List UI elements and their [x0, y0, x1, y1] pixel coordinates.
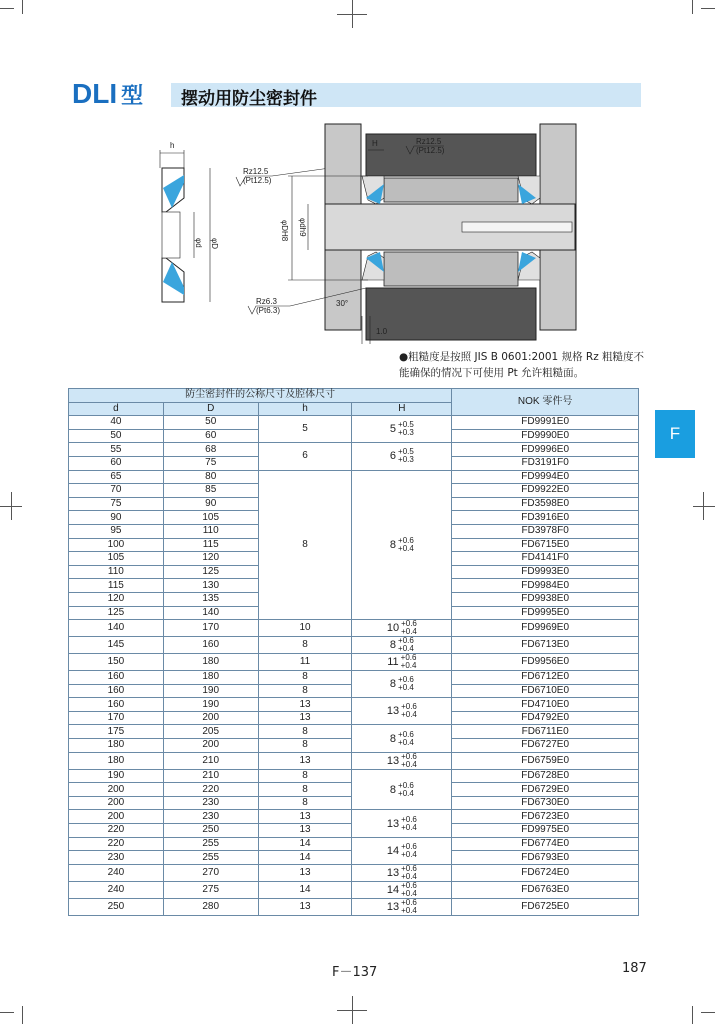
cell-H	[352, 443, 452, 470]
cell-d: 115	[69, 579, 164, 593]
dimension-table	[68, 388, 639, 916]
cell-D: 230	[163, 796, 258, 810]
lower-tolerance: +0.3	[398, 455, 414, 465]
cell-part-number: FD6729E0	[452, 783, 639, 797]
model-code: DLI	[72, 78, 118, 109]
cell-part-number: FD9990E0	[452, 429, 639, 443]
nominal-H: 6	[389, 450, 397, 463]
upper-tolerance: +0.5	[398, 447, 414, 457]
cell-part-number: FD3978F0	[452, 524, 639, 538]
col-header-D: D	[163, 402, 258, 416]
tolerance-value	[387, 843, 417, 859]
cell-D: 210	[163, 752, 258, 769]
cell-d: 120	[69, 592, 164, 606]
nominal-H: 8	[389, 538, 397, 551]
cell-part-number: FD4792E0	[452, 711, 639, 725]
lower-tolerance: +0.4	[401, 849, 417, 859]
table-row	[69, 698, 639, 712]
cell-h: 13	[258, 824, 352, 838]
table-row	[69, 810, 639, 824]
cell-D: 60	[163, 429, 258, 443]
cell-part-number: FD6713E0	[452, 637, 639, 654]
tolerance-value	[387, 753, 417, 769]
cell-d: 70	[69, 484, 164, 498]
cell-part-number: FD6712E0	[452, 671, 639, 685]
cell-D: 75	[163, 456, 258, 470]
upper-tolerance: +0.6	[401, 702, 417, 712]
cell-h: 5	[258, 416, 352, 443]
label-h: h	[170, 141, 175, 150]
nominal-H: 13	[386, 900, 400, 913]
cell-D: 130	[163, 579, 258, 593]
tolerance-value	[390, 782, 414, 798]
cell-D: 270	[163, 864, 258, 881]
cell-D: 275	[163, 881, 258, 898]
upper-tolerance: +0.6	[401, 619, 417, 629]
cell-H	[352, 810, 452, 837]
cell-D: 110	[163, 524, 258, 538]
cell-h: 8	[258, 684, 352, 698]
nominal-H: 14	[386, 883, 400, 896]
cell-part-number: FD6711E0	[452, 725, 639, 739]
cell-d: 180	[69, 739, 164, 753]
cell-d: 160	[69, 684, 164, 698]
cell-D: 230	[163, 810, 258, 824]
cell-d: 180	[69, 752, 164, 769]
note-bullet: ●	[399, 351, 409, 363]
lower-tolerance: +0.4	[401, 888, 417, 898]
cell-d: 50	[69, 429, 164, 443]
model-suffix: 型	[121, 83, 144, 108]
cell-H	[352, 470, 452, 620]
cell-d: 55	[69, 443, 164, 457]
page-number: 187	[622, 961, 647, 976]
cell-d: 220	[69, 837, 164, 851]
tolerance-stack	[401, 816, 417, 832]
cell-d: 100	[69, 538, 164, 552]
cell-part-number: FD9956E0	[452, 654, 639, 671]
table-row	[69, 637, 639, 654]
cell-D: 50	[163, 416, 258, 430]
svg-text:(Pt6.3): (Pt6.3)	[256, 306, 281, 315]
cell-part-number: FD3191F0	[452, 456, 639, 470]
cell-d: 240	[69, 881, 164, 898]
svg-text:Rz12.5: Rz12.5	[416, 137, 442, 146]
svg-text:(Pt12.5): (Pt12.5)	[416, 146, 445, 155]
tolerance-value	[387, 620, 417, 636]
label-DH8: φDH8	[280, 220, 289, 242]
tolerance-stack	[401, 882, 417, 898]
tolerance-value	[390, 637, 414, 653]
upper-tolerance: +0.6	[398, 675, 414, 685]
cell-d: 75	[69, 497, 164, 511]
table-row	[69, 725, 639, 739]
cell-part-number: FD6724E0	[452, 864, 639, 881]
tolerance-value	[390, 448, 414, 464]
cell-part-number: FD9995E0	[452, 606, 639, 620]
cell-H	[352, 881, 452, 898]
nominal-H: 14	[386, 844, 400, 857]
cell-h: 13	[258, 898, 352, 915]
lower-tolerance: +0.4	[398, 543, 414, 553]
cell-d: 65	[69, 470, 164, 484]
nominal-H: 11	[387, 656, 399, 669]
tolerance-value	[387, 654, 416, 670]
lower-tolerance: +0.4	[401, 627, 417, 637]
tolerance-stack	[401, 703, 417, 719]
table-row	[69, 671, 639, 685]
tolerance-value	[387, 816, 417, 832]
crop-mark	[693, 506, 715, 507]
label-d: φd	[194, 238, 203, 248]
cell-part-number: FD9996E0	[452, 443, 639, 457]
roughness-callout-left	[236, 167, 330, 186]
cell-part-number: FD9984E0	[452, 579, 639, 593]
cell-H	[352, 752, 452, 769]
tolerance-stack	[398, 676, 414, 692]
section-page-number: F－137	[332, 965, 378, 980]
cell-D: 250	[163, 824, 258, 838]
tolerance-stack	[398, 731, 414, 747]
cell-part-number: FD9994E0	[452, 470, 639, 484]
nominal-H: 8	[389, 732, 397, 745]
upper-tolerance: +0.6	[398, 636, 414, 646]
cell-D: 180	[163, 671, 258, 685]
crop-mark	[0, 8, 14, 9]
tolerance-stack	[401, 620, 417, 636]
cell-part-number: FD6728E0	[452, 769, 639, 783]
table-row	[69, 898, 639, 915]
table-row	[69, 881, 639, 898]
cell-H	[352, 654, 452, 671]
tolerance-value	[387, 882, 417, 898]
upper-tolerance: +0.6	[401, 814, 417, 824]
cell-part-number: FD4710E0	[452, 698, 639, 712]
tolerance-stack	[401, 753, 417, 769]
crop-mark	[692, 1006, 693, 1024]
cell-D: 85	[163, 484, 258, 498]
cell-d: 60	[69, 456, 164, 470]
col-header-H: H	[352, 402, 452, 416]
lower-tolerance: +0.4	[401, 905, 417, 915]
cell-H	[352, 637, 452, 654]
nominal-H: 13	[386, 817, 400, 830]
cell-part-number: FD6725E0	[452, 898, 639, 915]
label-clearance: 1.0	[376, 327, 388, 336]
cell-H	[352, 837, 452, 864]
col-header-h: h	[258, 402, 352, 416]
upper-tolerance: +0.5	[398, 420, 414, 430]
cell-d: 140	[69, 620, 164, 637]
cell-H	[352, 769, 452, 810]
cell-d: 125	[69, 606, 164, 620]
cell-part-number: FD6759E0	[452, 752, 639, 769]
svg-text:Rz12.5: Rz12.5	[243, 167, 269, 176]
cell-H	[352, 698, 452, 725]
crop-mark	[703, 492, 704, 520]
cell-part-number: FD6774E0	[452, 837, 639, 851]
cell-D: 205	[163, 725, 258, 739]
cell-h: 13	[258, 698, 352, 712]
cell-part-number: FD9993E0	[452, 565, 639, 579]
upper-tolerance: +0.6	[401, 897, 417, 907]
tolerance-stack	[401, 899, 417, 915]
cell-H	[352, 671, 452, 698]
cell-D: 180	[163, 654, 258, 671]
cell-h: 6	[258, 443, 352, 470]
table-row	[69, 752, 639, 769]
cell-h: 13	[258, 810, 352, 824]
cell-h: 8	[258, 637, 352, 654]
col-header-d: d	[69, 402, 164, 416]
table-row	[69, 416, 639, 430]
cell-D: 160	[163, 637, 258, 654]
cell-part-number: FD6730E0	[452, 796, 639, 810]
cell-H	[352, 725, 452, 752]
crop-mark	[352, 996, 353, 1024]
cell-D: 255	[163, 851, 258, 865]
tolerance-stack	[398, 421, 414, 437]
cell-h: 8	[258, 796, 352, 810]
upper-tolerance: +0.6	[398, 535, 414, 545]
cell-part-number: FD6763E0	[452, 881, 639, 898]
crop-mark	[701, 8, 715, 9]
nominal-H: 13	[386, 866, 400, 879]
nominal-H: 8	[389, 783, 397, 796]
nominal-H: 10	[386, 622, 400, 635]
table-row	[69, 769, 639, 783]
tolerance-value	[390, 537, 414, 553]
cell-D: 200	[163, 711, 258, 725]
cell-h: 8	[258, 769, 352, 783]
cell-d: 170	[69, 711, 164, 725]
lower-tolerance: +0.4	[398, 644, 414, 654]
lower-tolerance: +0.4	[401, 871, 417, 881]
nominal-H: 8	[389, 639, 397, 652]
lower-tolerance: +0.4	[401, 710, 417, 720]
cell-H	[352, 416, 452, 443]
cell-part-number: FD6715E0	[452, 538, 639, 552]
cell-d: 145	[69, 637, 164, 654]
lower-tolerance: +0.4	[398, 683, 414, 693]
cell-h: 10	[258, 620, 352, 637]
cell-h: 14	[258, 881, 352, 898]
lower-tolerance: +0.4	[400, 661, 417, 671]
cell-d: 190	[69, 769, 164, 783]
cell-d: 200	[69, 783, 164, 797]
crop-mark	[352, 0, 353, 28]
cell-part-number: FD6727E0	[452, 739, 639, 753]
lower-tolerance: +0.4	[401, 822, 417, 832]
table-row	[69, 443, 639, 457]
cell-D: 115	[163, 538, 258, 552]
cell-D: 125	[163, 565, 258, 579]
cell-D: 280	[163, 898, 258, 915]
table-row	[69, 620, 639, 637]
cell-H	[352, 864, 452, 881]
cell-part-number: FD6710E0	[452, 684, 639, 698]
cell-d: 200	[69, 796, 164, 810]
cell-d: 240	[69, 864, 164, 881]
cell-d: 220	[69, 824, 164, 838]
cell-h: 8	[258, 671, 352, 685]
label-dh9: φdh9	[298, 218, 307, 237]
table-row	[69, 837, 639, 851]
cell-part-number: FD9969E0	[452, 620, 639, 637]
nominal-H: 8	[389, 678, 397, 691]
tolerance-stack	[398, 782, 414, 798]
svg-text:(Pt12.5): (Pt12.5)	[243, 176, 272, 185]
cell-h: 8	[258, 783, 352, 797]
cell-D: 80	[163, 470, 258, 484]
tolerance-value	[387, 899, 417, 915]
nominal-H: 13	[386, 705, 400, 718]
cell-D: 170	[163, 620, 258, 637]
table-body	[69, 416, 639, 916]
cell-h: 8	[258, 470, 352, 620]
cell-d: 95	[69, 524, 164, 538]
section-tab-f: F	[655, 410, 695, 458]
cell-d: 150	[69, 654, 164, 671]
cell-d: 175	[69, 725, 164, 739]
cell-D: 90	[163, 497, 258, 511]
lower-tolerance: +0.3	[398, 428, 414, 438]
label-H: H	[372, 139, 378, 148]
cell-d: 230	[69, 851, 164, 865]
table-row	[69, 470, 639, 484]
cell-h: 8	[258, 725, 352, 739]
roughness-note	[399, 349, 649, 381]
table-row	[69, 654, 639, 671]
cell-part-number: FD9922E0	[452, 484, 639, 498]
cell-part-number: FD6793E0	[452, 851, 639, 865]
cell-d: 40	[69, 416, 164, 430]
crop-mark	[692, 0, 693, 14]
lower-tolerance: +0.4	[398, 788, 414, 798]
cell-d: 200	[69, 810, 164, 824]
tolerance-stack	[398, 448, 414, 464]
cell-D: 190	[163, 684, 258, 698]
tolerance-value	[390, 421, 414, 437]
cell-H	[352, 898, 452, 915]
tolerance-value	[390, 731, 414, 747]
cell-D: 190	[163, 698, 258, 712]
cell-part-number: FD9975E0	[452, 824, 639, 838]
cell-D: 200	[163, 739, 258, 753]
part-header: NOK 零件号	[452, 389, 639, 416]
lower-tolerance: +0.4	[398, 737, 414, 747]
upper-tolerance: +0.6	[401, 841, 417, 851]
seal-drawing	[140, 120, 580, 345]
nominal-H: 13	[386, 754, 400, 767]
cell-part-number: FD9938E0	[452, 592, 639, 606]
cell-part-number: FD9991E0	[452, 416, 639, 430]
cell-d: 110	[69, 565, 164, 579]
cell-D: 120	[163, 552, 258, 566]
cell-d: 90	[69, 511, 164, 525]
cell-h: 13	[258, 711, 352, 725]
tolerance-value	[390, 676, 414, 692]
cell-part-number: FD4141F0	[452, 552, 639, 566]
crop-mark	[22, 1006, 23, 1024]
cell-h: 14	[258, 851, 352, 865]
cell-h: 14	[258, 837, 352, 851]
tolerance-stack	[401, 865, 417, 881]
cell-D: 140	[163, 606, 258, 620]
upper-tolerance: +0.6	[400, 653, 417, 663]
tolerance-stack	[398, 637, 414, 653]
tolerance-stack	[398, 537, 414, 553]
cell-D: 135	[163, 592, 258, 606]
cell-D: 255	[163, 837, 258, 851]
tolerance-stack	[401, 843, 417, 859]
upper-tolerance: +0.6	[398, 780, 414, 790]
cell-h: 8	[258, 739, 352, 753]
crop-mark	[0, 1012, 14, 1013]
tolerance-value	[387, 703, 417, 719]
upper-tolerance: +0.6	[401, 751, 417, 761]
crop-mark	[22, 0, 23, 14]
upper-tolerance: +0.6	[401, 863, 417, 873]
cell-D: 220	[163, 783, 258, 797]
cell-d: 250	[69, 898, 164, 915]
table-row	[69, 864, 639, 881]
upper-tolerance: +0.6	[401, 880, 417, 890]
svg-text:Rz6.3: Rz6.3	[256, 297, 277, 306]
cell-part-number: FD3916E0	[452, 511, 639, 525]
model-heading	[72, 78, 143, 110]
cell-part-number: FD6723E0	[452, 810, 639, 824]
housing-assembly	[248, 124, 576, 344]
note-text: 粗糙度是按照 JIS B 0601:2001 规格 Rz 粗糙度不能确保的情况下可使用 Pt 允许粗糙面。	[399, 351, 645, 379]
label-angle: 30°	[336, 299, 349, 308]
cell-h: 13	[258, 752, 352, 769]
cell-H	[352, 620, 452, 637]
cell-D: 210	[163, 769, 258, 783]
cell-part-number: FD3598E0	[452, 497, 639, 511]
page-title: 摆动用防尘密封件	[181, 89, 317, 109]
cell-d: 105	[69, 552, 164, 566]
cell-h: 13	[258, 864, 352, 881]
cell-D: 68	[163, 443, 258, 457]
label-D: φD	[210, 238, 219, 249]
seal-cross-section	[160, 141, 219, 302]
cell-D: 105	[163, 511, 258, 525]
tolerance-value	[387, 865, 417, 881]
upper-tolerance: +0.6	[398, 729, 414, 739]
cell-d: 160	[69, 671, 164, 685]
cell-d: 160	[69, 698, 164, 712]
crop-mark	[701, 1012, 715, 1013]
group-header: 防尘密封件的公称尺寸及腔体尺寸	[69, 389, 452, 403]
cell-h: 11	[258, 654, 352, 671]
crop-mark	[11, 492, 12, 520]
lower-tolerance: +0.4	[401, 759, 417, 769]
nominal-H: 5	[389, 423, 397, 436]
tolerance-stack	[401, 654, 417, 670]
